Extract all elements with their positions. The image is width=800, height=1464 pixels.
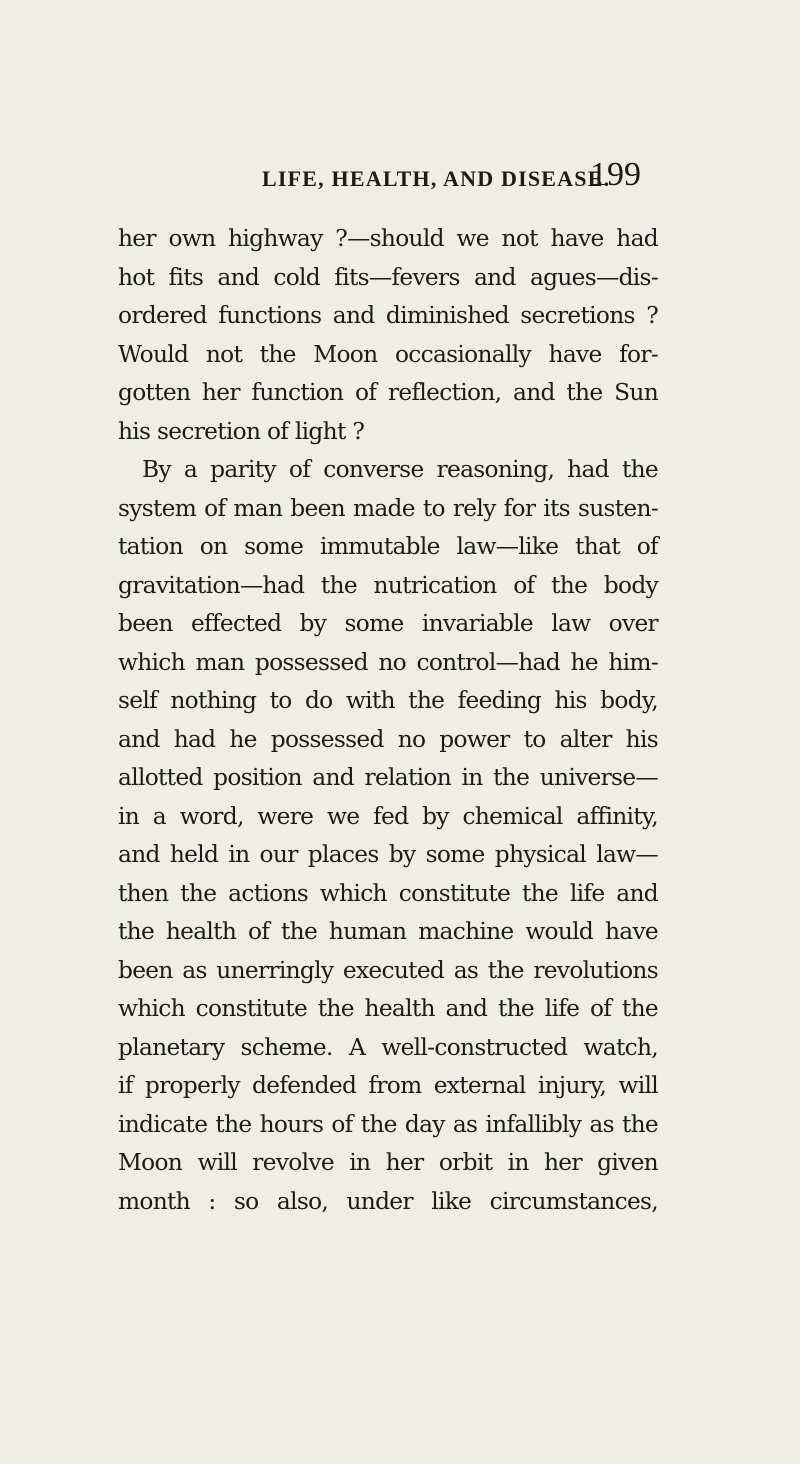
text-line: self nothing to do with the feeding his body, [118, 687, 658, 714]
text-line: which constitute the health and the life of the [118, 995, 658, 1022]
text-line: gravitation—had the nutrication of the body [118, 571, 658, 599]
text-line: indicate the hours of the day as infallibly as the [118, 1110, 658, 1138]
text-line: system of man been made to rely for its susten- [118, 494, 658, 522]
running-head [262, 156, 662, 198]
text-line: then the actions which constitute the life and [118, 879, 658, 907]
text-line: tation on some immutable law—like that of [118, 533, 658, 560]
text-line: been effected by some invariable law over [118, 610, 658, 637]
page-number: 199 [590, 156, 641, 193]
text-line: if properly defended from external injury, will [118, 1072, 658, 1099]
text-line: allotted position and relation in the universe— [118, 764, 658, 791]
text-line: ordered functions and diminished secretions ? [118, 302, 658, 329]
text-line: which man possessed no control—had he him- [118, 648, 658, 676]
text-line: By a parity of converse reasoning, had the [142, 456, 658, 483]
text-line: been as unerringly executed as the revolutions [118, 956, 658, 984]
text-line: and had he possessed no power to alter his [118, 725, 658, 753]
text-line: and held in our places by some physical law— [118, 841, 658, 868]
running-title: LIFE, HEALTH, AND DISEASE. [262, 166, 611, 191]
text-line: Moon will revolve in her orbit in her given [118, 1149, 658, 1176]
text-line: the health of the human machine would have [118, 918, 658, 945]
body-text [118, 220, 658, 1221]
text-line: month : so also, under like circumstances, [118, 1187, 658, 1215]
text-line: Would not the Moon occasionally have for- [118, 340, 658, 368]
text-line: in a word, were we fed by chemical affinity, [118, 802, 658, 830]
text-line: his secretion of light ? [118, 417, 365, 445]
text-line: gotten her function of reflection, and the Sun [118, 379, 658, 406]
text-line: her own highway ?—should we not have had [118, 225, 658, 252]
text-line: planetary scheme. A well-constructed watch, [118, 1033, 658, 1061]
text-line: hot fits and cold fits—fevers and agues—dis- [118, 263, 658, 291]
